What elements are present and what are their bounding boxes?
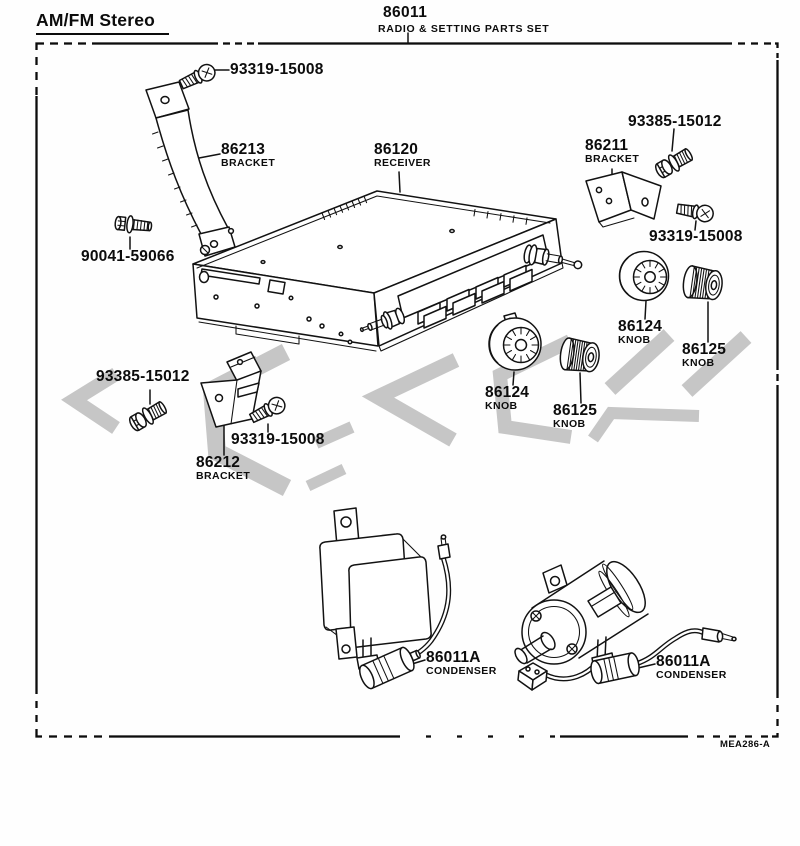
part-caption: RECEIVER	[374, 157, 431, 169]
callout-knob-86125-center	[553, 404, 597, 430]
callout-knob-86125-right	[682, 343, 726, 369]
callout-condenser-left	[426, 651, 497, 677]
part-number: 86124	[485, 384, 530, 401]
screw-93319-top-art	[178, 62, 218, 92]
knob-86124-right-art	[620, 252, 669, 301]
part-caption: BRACKET	[196, 470, 251, 482]
part-caption: CONDENSER	[426, 665, 497, 677]
drawing-code: MEA286-A	[720, 739, 771, 750]
part-number: 86212	[196, 454, 241, 471]
part-caption: CONDENSER	[656, 669, 727, 681]
callout-screw-93385-right	[628, 115, 722, 129]
part-caption: KNOB	[682, 357, 715, 369]
part-number: 86124	[618, 318, 663, 335]
part-number: 93385-15012	[96, 368, 190, 385]
knob-86125-center-art	[558, 337, 601, 374]
part-number: 93319-15008	[231, 431, 325, 448]
callout-bracket-86212	[196, 456, 250, 482]
callout-knob-86124-center	[485, 386, 529, 412]
callout-bracket-86213	[221, 143, 275, 169]
knob-86125-right-art	[681, 265, 724, 302]
part-number: 86011A	[656, 653, 711, 670]
knob-86124-center-art	[489, 313, 541, 370]
watermark-logo	[74, 335, 746, 488]
part-number: 86125	[682, 341, 727, 358]
callout-screw-93319-top	[230, 63, 324, 77]
callout-bracket-86211	[585, 139, 639, 165]
part-number: 93319-15008	[230, 61, 324, 78]
part-number: 93385-15012	[628, 113, 722, 130]
part-number: 86125	[553, 402, 598, 419]
assembly-caption: RADIO & SETTING PARTS SET	[378, 23, 550, 35]
part-number: 86211	[585, 137, 629, 154]
assembly-number: 86011	[383, 4, 428, 21]
callout-screw-93385-left	[96, 370, 190, 384]
callout-screw-93319-center	[231, 433, 325, 447]
part-number: 90041-59066	[81, 248, 175, 265]
part-number: 86011A	[426, 649, 481, 666]
part-number: 86120	[374, 141, 419, 158]
callout-condenser-right	[656, 655, 727, 681]
bracket-86213-art	[146, 82, 235, 256]
part-caption: KNOB	[618, 334, 651, 346]
screw-93319-right-art	[676, 201, 714, 223]
part-caption: BRACKET	[585, 153, 640, 165]
part-caption: BRACKET	[221, 157, 276, 169]
part-caption: KNOB	[485, 400, 518, 412]
screw-93385-left-art	[127, 399, 169, 434]
screw-93385-right-art	[653, 146, 695, 181]
part-caption: KNOB	[553, 418, 586, 430]
callout-knob-86124-right	[618, 320, 662, 346]
part-number: 93319-15008	[649, 228, 743, 245]
callout-screw-90041	[81, 250, 175, 264]
part-number: 86213	[221, 141, 266, 158]
screw-90041-art	[114, 214, 152, 235]
bracket-86211-art	[586, 172, 661, 227]
page-title: AM/FM Stereo	[36, 10, 169, 35]
callout-screw-93319-right	[649, 230, 743, 244]
callout-receiver-86120	[374, 143, 431, 169]
